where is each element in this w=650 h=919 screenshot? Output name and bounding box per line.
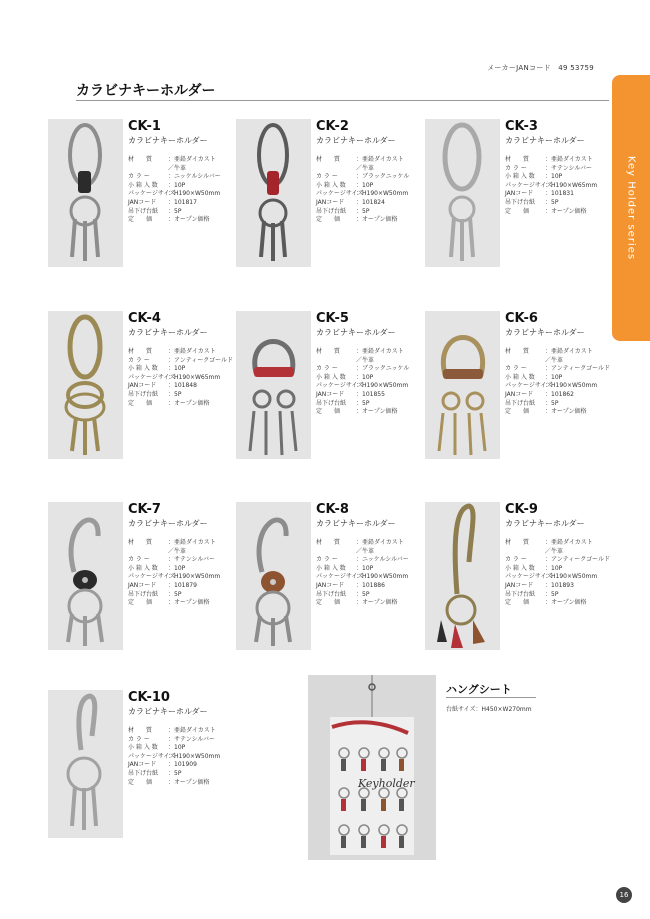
product-card-ck-7	[48, 502, 232, 652]
spec-key: 吊下げ台紙	[316, 399, 347, 407]
spec-key: JANコード	[316, 581, 345, 589]
spec-value: ／牛革	[168, 164, 187, 172]
spec-value: ：サテンシルバー	[545, 164, 592, 172]
spec-row	[505, 591, 615, 600]
spec-list	[128, 539, 238, 608]
spec-row	[505, 391, 615, 400]
spec-row	[316, 591, 426, 600]
product-card-ck-8	[236, 502, 420, 652]
spec-row	[128, 400, 238, 409]
product-card-ck-10	[48, 690, 232, 840]
spec-row	[316, 173, 426, 182]
spec-value: ：10P	[168, 181, 186, 189]
spec-row	[316, 156, 426, 165]
spec-value: ／牛革	[356, 164, 375, 172]
spec-value: ：亜鉛ダイカスト	[168, 539, 216, 546]
spec-value: ：5P	[168, 590, 182, 598]
spec-value: ：101879	[168, 581, 197, 589]
spec-value: ：オープン価格	[168, 399, 210, 407]
spec-row	[128, 548, 238, 557]
spec-key: パッケージサイズ	[316, 382, 364, 390]
spec-value: ：ニッケルシルバー	[356, 556, 409, 564]
product-code: CK-1	[128, 119, 161, 134]
spec-key: JANコード	[505, 390, 534, 398]
spec-value: ：オープン価格	[168, 216, 210, 224]
spec-value: ：5P	[545, 399, 559, 407]
title-divider	[76, 100, 609, 101]
spec-key: 定 価	[505, 408, 530, 416]
spec-value: ：オープン価格	[545, 599, 587, 607]
spec-row	[128, 556, 238, 565]
spec-value: ：亜鉛ダイカスト	[356, 539, 404, 546]
spec-key: 吊下げ台紙	[505, 198, 536, 206]
spec-row	[316, 400, 426, 409]
product-photo	[236, 119, 311, 267]
spec-value: ：10P	[168, 744, 186, 752]
spec-key: 材 質	[505, 156, 530, 163]
spec-value: ：オープン価格	[168, 778, 210, 786]
spec-value: ：10P	[168, 365, 186, 373]
spec-value: ／牛革	[545, 547, 564, 555]
spec-value: ：H190×W50mm	[545, 382, 598, 390]
spec-key: 吊下げ台紙	[505, 399, 536, 407]
product-photo	[425, 119, 500, 267]
spec-row	[505, 382, 615, 391]
spec-value: ：アンティークゴールド	[168, 356, 234, 364]
product-code: CK-7	[128, 502, 161, 517]
spec-value: ：5P	[168, 390, 182, 398]
spec-list	[316, 539, 426, 608]
spec-row	[128, 591, 238, 600]
spec-key: JANコード	[128, 198, 157, 206]
product-name: カラビナキーホルダー	[316, 136, 396, 145]
spec-key: 小 箱 入 数	[128, 365, 158, 373]
spec-key: パッケージサイズ	[128, 573, 176, 581]
spec-row	[128, 156, 238, 165]
spec-value: ：オープン価格	[356, 216, 398, 224]
spec-row	[505, 539, 615, 548]
spec-key: 材 質	[505, 539, 530, 546]
spec-value: ：オープン価格	[356, 408, 398, 416]
spec-value: ：亜鉛ダイカスト	[545, 539, 593, 546]
spec-list	[316, 348, 426, 417]
spec-key: 材 質	[128, 348, 153, 355]
spec-key: 吊下げ台紙	[505, 590, 536, 598]
spec-value: ：10P	[168, 564, 186, 572]
spec-key: パッケージサイズ	[128, 373, 176, 381]
spec-key: 材 質	[128, 539, 153, 546]
spec-row	[128, 761, 238, 770]
spec-list	[128, 348, 238, 408]
spec-value: ：101893	[545, 581, 574, 589]
product-photo	[48, 690, 123, 838]
product-name: カラビナキーホルダー	[505, 519, 585, 528]
spec-key: 定 価	[316, 599, 341, 607]
spec-key: 材 質	[316, 348, 341, 355]
spec-row	[316, 573, 426, 582]
spec-list	[505, 539, 615, 608]
spec-key: 定 価	[128, 399, 153, 407]
spec-row	[505, 548, 615, 557]
product-photo	[48, 311, 123, 459]
spec-value: ：101855	[356, 390, 385, 398]
spec-value: ：5P	[356, 590, 370, 598]
spec-key: カ ラ ー	[505, 164, 527, 172]
product-name: カラビナキーホルダー	[128, 707, 208, 716]
spec-value: ：亜鉛ダイカスト	[168, 727, 216, 734]
product-card-ck-9	[425, 502, 609, 652]
product-name: カラビナキーホルダー	[505, 328, 585, 337]
spec-key: 材 質	[128, 727, 153, 734]
spec-key: カ ラ ー	[505, 365, 527, 373]
spec-value: ：ニッケルシルバー	[168, 173, 221, 181]
spec-value: ：サテンシルバー	[168, 556, 215, 564]
hang-sheet-sign-text: Keyholder	[358, 777, 415, 790]
spec-row	[505, 599, 615, 608]
spec-row	[316, 348, 426, 357]
spec-key: 定 価	[505, 207, 530, 215]
product-card-ck-1	[48, 119, 232, 269]
spec-key: パッケージサイズ	[128, 752, 176, 760]
spec-value: ：H190×W50mm	[168, 190, 221, 198]
spec-key: カ ラ ー	[316, 556, 338, 564]
product-photo	[236, 502, 311, 650]
spec-key: 吊下げ台紙	[128, 390, 159, 398]
product-card-ck-5	[236, 311, 420, 461]
product-code: CK-9	[505, 502, 538, 517]
product-card-ck-3	[425, 119, 609, 269]
spec-value: ：オープン価格	[168, 599, 210, 607]
product-name: カラビナキーホルダー	[316, 328, 396, 337]
spec-row	[316, 548, 426, 557]
spec-key: カ ラ ー	[128, 356, 150, 364]
spec-key: 定 価	[128, 216, 153, 224]
spec-row	[316, 190, 426, 199]
spec-value: ：10P	[356, 181, 374, 189]
spec-list	[505, 156, 615, 216]
spec-row	[128, 573, 238, 582]
spec-row	[316, 391, 426, 400]
spec-row	[316, 408, 426, 417]
spec-row	[128, 770, 238, 779]
spec-key: 材 質	[316, 539, 341, 546]
spec-row	[505, 208, 615, 217]
product-code: CK-10	[128, 690, 170, 705]
spec-list	[316, 156, 426, 225]
spec-key: JANコード	[128, 581, 157, 589]
product-name: カラビナキーホルダー	[316, 519, 396, 528]
product-photo	[425, 502, 500, 650]
product-code: CK-4	[128, 311, 161, 326]
spec-key: パッケージサイズ	[505, 181, 553, 189]
spec-row	[316, 539, 426, 548]
spec-value: ：101831	[545, 190, 574, 198]
spec-value: ：H190×W50mm	[356, 190, 409, 198]
product-card-ck-6	[425, 311, 609, 461]
spec-key: 小 箱 入 数	[505, 173, 535, 181]
spec-value: ：101909	[168, 761, 197, 769]
spec-row	[316, 208, 426, 217]
spec-value: ：101848	[168, 382, 197, 390]
spec-row	[128, 582, 238, 591]
spec-value: ：亜鉛ダイカスト	[356, 348, 404, 355]
spec-key: カ ラ ー	[505, 556, 527, 564]
spec-key: 吊下げ台紙	[128, 207, 159, 215]
spec-value: ：ブラックニッケル	[356, 365, 410, 373]
spec-key: JANコード	[128, 382, 157, 390]
spec-value: ：H190×W65mm	[545, 181, 598, 189]
spec-key: JANコード	[128, 761, 157, 769]
spec-key: 定 価	[128, 778, 153, 786]
spec-row	[505, 365, 615, 374]
spec-key: 小 箱 入 数	[505, 373, 535, 381]
spec-value: ：101886	[356, 581, 385, 589]
spec-row	[316, 556, 426, 565]
spec-value: ：10P	[356, 373, 374, 381]
spec-value: ：5P	[356, 399, 370, 407]
spec-row	[128, 348, 238, 357]
spec-row	[505, 556, 615, 565]
spec-key: 小 箱 入 数	[128, 181, 158, 189]
product-code: CK-8	[316, 502, 349, 517]
spec-key: 小 箱 入 数	[316, 564, 346, 572]
spec-row	[128, 391, 238, 400]
page-title: カラビナキーホルダー	[76, 83, 216, 99]
spec-value: ：5P	[168, 207, 182, 215]
hang-sheet-divider	[446, 697, 536, 698]
spec-value: ：亜鉛ダイカスト	[545, 348, 593, 355]
spec-value: ／牛革	[356, 356, 375, 364]
spec-key: JANコード	[316, 390, 345, 398]
spec-value: ：オープン価格	[545, 408, 587, 416]
spec-value: ：アンティークゴールド	[545, 365, 611, 373]
spec-row	[505, 400, 615, 409]
product-card-ck-2	[236, 119, 420, 269]
spec-row	[128, 736, 238, 745]
spec-key: パッケージサイズ	[505, 573, 553, 581]
spec-key: パッケージサイズ	[505, 382, 553, 390]
spec-row	[505, 408, 615, 417]
spec-row	[316, 599, 426, 608]
spec-row	[128, 190, 238, 199]
spec-value: ：アンティークゴールド	[545, 556, 611, 564]
spec-row	[128, 744, 238, 753]
spec-row	[505, 182, 615, 191]
spec-key: 材 質	[505, 348, 530, 355]
spec-value: ：H190×W50mm	[168, 573, 221, 581]
spec-row	[505, 199, 615, 208]
spec-key: 材 質	[316, 156, 341, 163]
spec-value: ：5P	[545, 590, 559, 598]
spec-row	[316, 165, 426, 174]
spec-row	[505, 348, 615, 357]
product-photo	[236, 311, 311, 459]
spec-value: ：H190×W65mm	[168, 373, 221, 381]
spec-row	[316, 382, 426, 391]
spec-value: ：オープン価格	[545, 207, 587, 215]
spec-value: ：ブラックニッケル	[356, 173, 410, 181]
spec-row	[505, 573, 615, 582]
spec-row	[128, 199, 238, 208]
spec-value: ：5P	[545, 198, 559, 206]
spec-row	[128, 208, 238, 217]
spec-key: カ ラ ー	[128, 735, 150, 743]
spec-value: ：H190×W50mm	[356, 573, 409, 581]
spec-row	[505, 357, 615, 366]
spec-row	[505, 156, 615, 165]
spec-key: 定 価	[128, 599, 153, 607]
product-code: CK-2	[316, 119, 349, 134]
spec-value: ：亜鉛ダイカスト	[356, 156, 404, 163]
spec-row	[128, 779, 238, 788]
product-name: カラビナキーホルダー	[128, 328, 208, 337]
spec-key: パッケージサイズ	[316, 190, 364, 198]
spec-value: ：10P	[545, 173, 563, 181]
spec-key: パッケージサイズ	[316, 573, 364, 581]
spec-value: ／牛革	[545, 356, 564, 364]
spec-value: ：10P	[545, 373, 563, 381]
product-photo	[48, 119, 123, 267]
spec-key: 定 価	[505, 599, 530, 607]
spec-value: ：10P	[356, 564, 374, 572]
spec-key: JANコード	[505, 581, 534, 589]
spec-value: ：オープン価格	[356, 599, 398, 607]
series-side-tab	[612, 75, 650, 341]
spec-key: パッケージサイズ	[128, 190, 176, 198]
spec-value: ：5P	[356, 207, 370, 215]
hang-sheet-title: ハングシート	[446, 683, 512, 696]
spec-list	[505, 348, 615, 417]
spec-row	[128, 539, 238, 548]
spec-row	[128, 365, 238, 374]
jan-maker-code: メーカーJANコード 49 53759	[487, 64, 594, 72]
spec-key: JANコード	[505, 190, 534, 198]
hang-sheet-photo	[308, 675, 436, 860]
spec-key: カ ラ ー	[316, 173, 338, 181]
product-code: CK-6	[505, 311, 538, 326]
spec-key: 吊下げ台紙	[316, 590, 347, 598]
spec-row	[316, 357, 426, 366]
spec-value: ／牛革	[168, 547, 187, 555]
spec-value: ：101824	[356, 198, 385, 206]
page-number: 16	[616, 887, 632, 903]
spec-value: ：5P	[168, 769, 182, 777]
product-card-ck-4	[48, 311, 232, 461]
product-photo	[425, 311, 500, 459]
spec-key: 吊下げ台紙	[128, 590, 159, 598]
spec-list	[128, 727, 238, 787]
product-name: カラビナキーホルダー	[128, 519, 208, 528]
spec-key: 定 価	[316, 216, 341, 224]
spec-key: カ ラ ー	[316, 365, 338, 373]
spec-value: ：101817	[168, 198, 197, 206]
spec-row	[128, 382, 238, 391]
product-name: カラビナキーホルダー	[505, 136, 585, 145]
spec-row	[505, 173, 615, 182]
hang-sheet-size: 台紙サイズ：H450×W270mm	[446, 706, 532, 713]
spec-value: ：サテンシルバー	[168, 735, 215, 743]
spec-row	[316, 216, 426, 225]
spec-key: 小 箱 入 数	[316, 181, 346, 189]
spec-value: ：H190×W50mm	[545, 573, 598, 581]
spec-key: 小 箱 入 数	[505, 564, 535, 572]
spec-list	[128, 156, 238, 225]
spec-key: 吊下げ台紙	[128, 769, 159, 777]
product-photo	[48, 502, 123, 650]
spec-key: 小 箱 入 数	[316, 373, 346, 381]
product-code: CK-5	[316, 311, 349, 326]
spec-key: 吊下げ台紙	[316, 207, 347, 215]
product-name: カラビナキーホルダー	[128, 136, 208, 145]
spec-row	[505, 165, 615, 174]
spec-value: ：亜鉛ダイカスト	[545, 156, 593, 163]
spec-row	[505, 190, 615, 199]
spec-key: 材 質	[128, 156, 153, 163]
spec-value: ：10P	[545, 564, 563, 572]
spec-row	[128, 374, 238, 383]
spec-row	[316, 582, 426, 591]
spec-key: 小 箱 入 数	[128, 564, 158, 572]
spec-value: ：H190×W50mm	[168, 752, 221, 760]
product-code: CK-3	[505, 119, 538, 134]
spec-row	[128, 216, 238, 225]
spec-row	[128, 753, 238, 762]
spec-value: ／牛革	[356, 547, 375, 555]
spec-row	[316, 365, 426, 374]
spec-row	[128, 599, 238, 608]
side-tab-label: Key Holder series	[625, 155, 637, 261]
spec-row	[316, 199, 426, 208]
spec-key: カ ラ ー	[128, 556, 150, 564]
spec-row	[128, 165, 238, 174]
spec-key: カ ラ ー	[128, 173, 150, 181]
spec-value: ：亜鉛ダイカスト	[168, 348, 216, 355]
spec-row	[128, 173, 238, 182]
spec-key: 小 箱 入 数	[128, 744, 158, 752]
spec-value: ：亜鉛ダイカスト	[168, 156, 216, 163]
spec-row	[128, 727, 238, 736]
spec-row	[505, 582, 615, 591]
spec-value: ：101862	[545, 390, 574, 398]
spec-key: 定 価	[316, 408, 341, 416]
spec-value: ：H190×W50mm	[356, 382, 409, 390]
spec-row	[128, 357, 238, 366]
spec-key: JANコード	[316, 198, 345, 206]
